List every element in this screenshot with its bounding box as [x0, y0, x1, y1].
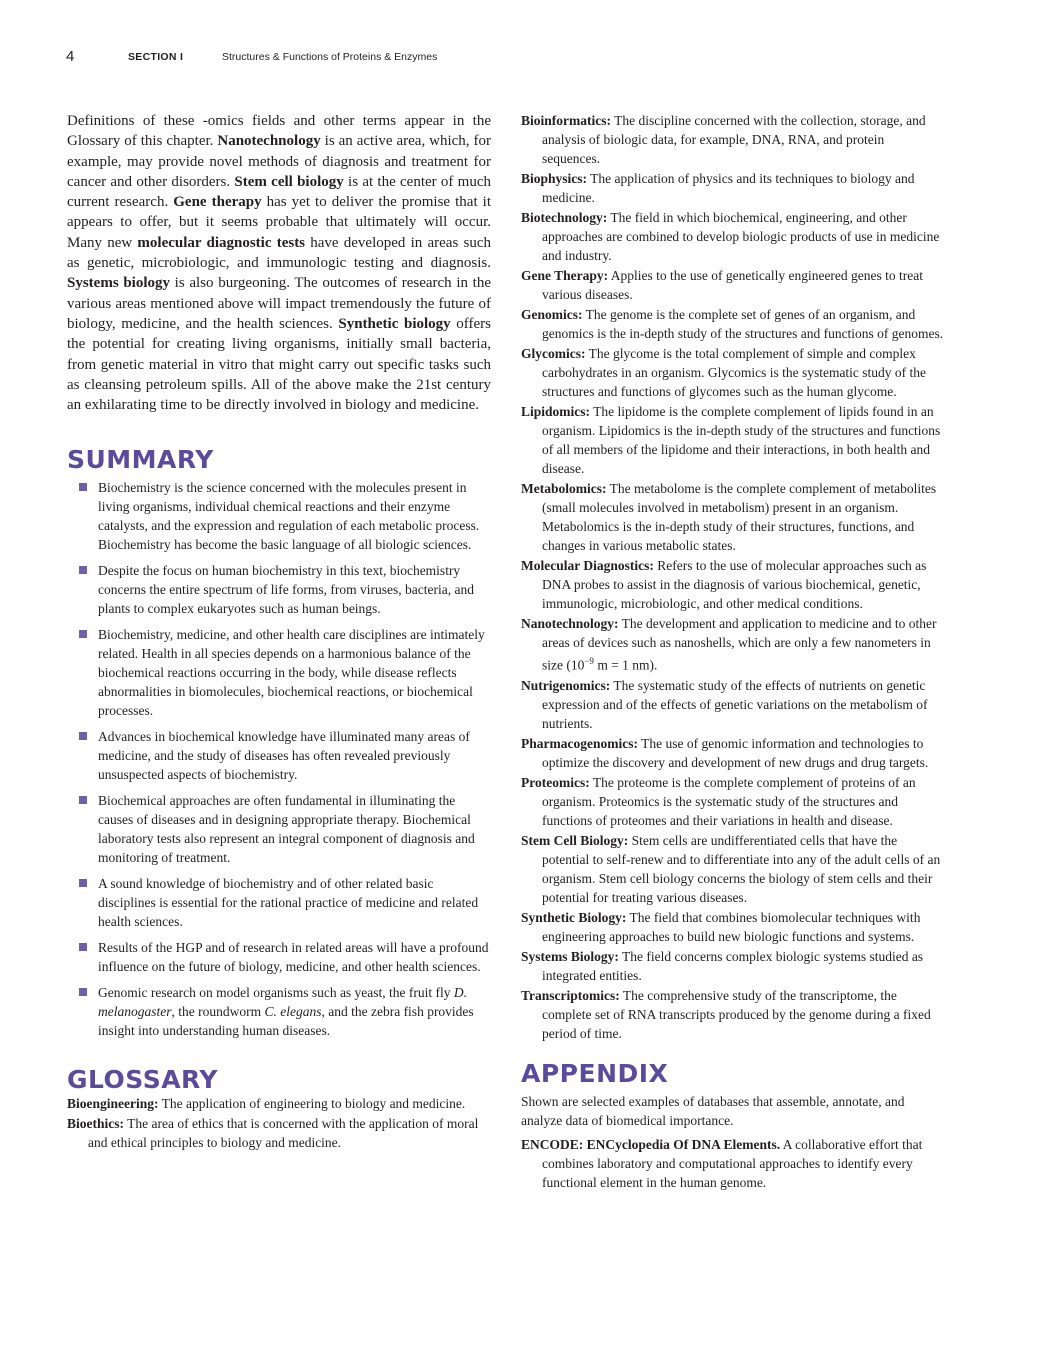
- intro-text: is an active area, which, for example, may provide novel methods of diagnosis and treatment for cancer and other disorders.: [67, 133, 491, 190]
- summary-item: [67, 625, 491, 720]
- glossary-definition: The comprehensive study of the transcriptome, the complete set of RNA transcripts produced by the genome during a fixed period of time.: [542, 987, 931, 1041]
- glossary-entry: [521, 676, 945, 733]
- glossary-definition: The metabolome is the complete complement of metabolites (small molecules involved in metabolism) present in an organism. Metabolomics is the in-depth study of their structures, functions, and changes in various metabolic states.: [542, 481, 937, 553]
- glossary-entry: [521, 208, 945, 265]
- summary-item: [67, 938, 491, 976]
- exponent: −9: [584, 656, 594, 666]
- glossary-entry: [521, 773, 945, 830]
- glossary-definition: The proteome is the complete complement of proteins of an organism. Proteomics is the systematic study of the structures and functions of proteomes and their variations in health and disease.: [542, 774, 916, 828]
- glossary-definition: The field that combines biomolecular techniques with engineering approaches to build new biologic functions and systems.: [542, 909, 921, 944]
- glossary-term: Transcriptomics:: [521, 987, 620, 1003]
- section-title: Structures & Functions of Proteins & Enzymes: [222, 51, 438, 63]
- glossary-term: Bioengineering:: [67, 1096, 159, 1112]
- appendix-term: ENCODE: ENCyclopedia Of DNA Elements.: [521, 1136, 781, 1152]
- summary-list: [67, 478, 491, 1040]
- species-name: D. melanogaster: [98, 985, 468, 1020]
- summary-item-text: Advances in biochemical knowledge have illuminated many areas of medicine, and the study of diseases has often revealed previously unsuspected aspects of biochemistry.: [98, 729, 470, 783]
- bullet-square-icon: [79, 943, 87, 951]
- summary-item: [67, 983, 491, 1040]
- summary-item-text: Biochemical approaches are often fundamental in illuminating the causes of diseases and in designing appropriate therapy. Biochemical laboratory tests also represent an integral component of diagnosis and monitoring of treatment.: [98, 793, 475, 866]
- glossary-entry: [521, 111, 945, 168]
- intro-text: is also burgeoning. The outcomes of research in the various areas mentioned above will impact tremendously the future of biology, medicine, and the health sciences.: [67, 275, 491, 332]
- species-name: C. elegans: [264, 1004, 322, 1020]
- glossary-term: Pharmacogenomics:: [521, 735, 638, 751]
- glossary-term: Bioethics:: [67, 1116, 124, 1132]
- glossary-entry: [521, 614, 945, 675]
- glossary-term: Biophysics:: [521, 171, 588, 186]
- glossary-term: Bioinformatics:: [521, 113, 611, 128]
- glossary-definition: Stem cells are undifferentiated cells that have the potential to self-renew and to differentiate into any of the adult cells of an organism. Stem cell biology concerns the biology of stem cells and their potential for treating various diseases.: [542, 832, 941, 905]
- appendix-intro: Shown are selected examples of databases that assemble, annotate, and analyze data of biomedical importance.: [521, 1093, 905, 1128]
- bullet-square-icon: [79, 732, 87, 740]
- appendix-entry: [521, 1135, 945, 1192]
- glossary-definition: Refers to the use of molecular approaches such as DNA probes to assist in the diagnosis of various biochemical, genetic, immunologic, microbiologic, and other medical conditions.: [542, 558, 927, 611]
- section-label: SECTION I: [128, 51, 184, 63]
- glossary-entry: [521, 556, 945, 613]
- page-number: 4: [66, 48, 75, 65]
- summary-item: [67, 874, 491, 931]
- summary-item: [67, 478, 491, 554]
- glossary-entry: [521, 479, 945, 555]
- bullet-square-icon: [79, 566, 87, 574]
- summary-item-text: , the roundworm: [171, 1004, 265, 1020]
- glossary-definition: Applies to the use of genetically engineered genes to treat various diseases.: [542, 268, 924, 302]
- glossary-definition: The lipidome is the complete complement of lipids found in an organism. Lipidomics is the in-depth study of the structures and functions of all members of the lipidome and their interactions, in both health and disease.: [542, 404, 941, 476]
- term-systems-biology: Systems biology: [67, 275, 171, 292]
- glossary-entry: [67, 1114, 491, 1152]
- glossary-entry: [521, 734, 945, 772]
- glossary-definition: The application of engineering to biology and medicine.: [158, 1096, 466, 1112]
- summary-heading: SUMMARY: [67, 445, 214, 475]
- summary-item-text: Results of the HGP and of research in related areas will have a profound influence on the future of biology, medicine, and other health sciences.: [98, 940, 489, 975]
- glossary-entry: [67, 1094, 491, 1113]
- glossary-definition: The systematic study of the effects of nutrients on genetic expression and of the effects of genetic variations on the metabolism of nutrients.: [542, 677, 928, 731]
- glossary-definition: The field in which biochemical, engineering, and other approaches are combined to develop biologic products of use in medicine and industry.: [542, 210, 940, 263]
- appendix-heading: APPENDIX: [521, 1058, 669, 1088]
- summary-item: [67, 727, 491, 784]
- term-synthetic-biology: Synthetic biology: [338, 315, 451, 332]
- glossary-definition: The area of ethics that is concerned with the application of moral and ethical principles to biology and medicine.: [88, 1116, 479, 1151]
- term-molecular-diagnostic-tests: molecular diagnostic tests: [137, 234, 306, 251]
- intro-text: have developed in areas such as genetic, microbiologic, and immunologic testing and diagnosis.: [67, 234, 491, 272]
- glossary-entry: [521, 947, 945, 985]
- intro-text: offers the potential for creating living organisms, initially small bacteria, from genetic material in vitro that might carry out specific tasks such as cleansing petroleum spills. All of the above make the 21st century an exhilarating time to be directly involved in biology and medicine.: [67, 315, 491, 414]
- glossary-definition: The glycome is the total complement of simple and complex carbohydrates in an organism. Glycomics is the systematic study of the structures and functions of glycomes such as the human glycome.: [542, 346, 927, 399]
- intro-text: Definitions of these -omics fields and other terms appear in the Glossary of this chapter.: [67, 113, 491, 150]
- term-gene-therapy: Gene therapy: [173, 194, 262, 211]
- right-column: [521, 111, 945, 1193]
- glossary-entry: [521, 169, 945, 207]
- summary-item: [67, 561, 491, 618]
- summary-item-text: Biochemistry is the science concerned with the molecules present in living organisms, individual chemical reactions and their enzyme catalysts, and the expression and regulation of each metabolic process. Biochemistry has become the basic language of all biologic sciences.: [98, 480, 480, 553]
- glossary-term: Genomics:: [521, 307, 583, 322]
- intro-text: is at the center of much current research.: [67, 173, 491, 211]
- glossary-term: Synthetic Biology:: [521, 909, 627, 925]
- summary-item-text: Biochemistry, medicine, and other health care disciplines are intimately related. Health in all species depends on a harmonious balance of the biochemical reactions occurring in the body, while disease reflects abnormalities in biomolecules, biochemical reactions, or biochemical processes.: [98, 627, 485, 719]
- term-nanotechnology: Nanotechnology: [217, 133, 321, 150]
- glossary-entry: [521, 344, 945, 401]
- summary-item-text: Despite the focus on human biochemistry in this text, biochemistry concerns the entire spectrum of life forms, from viruses, bacteria, and plants to complex eukaryotes such as human beings.: [98, 563, 474, 617]
- glossary-definition: The application of physics and its techniques to biology and medicine.: [542, 171, 915, 205]
- bullet-square-icon: [79, 630, 87, 638]
- glossary-entry: [521, 908, 945, 946]
- glossary-entry: [521, 305, 945, 343]
- glossary-term: Nanotechnology:: [521, 616, 619, 631]
- glossary-term: Metabolomics:: [521, 481, 607, 496]
- glossary-entry: [521, 831, 945, 907]
- glossary-term: Biotechnology:: [521, 210, 608, 225]
- summary-item-text: A sound knowledge of biochemistry and of other related basic disciplines is essential for the rational practice of medicine and related health sciences.: [98, 876, 479, 930]
- intro-text: has yet to deliver the promise that it appears to offer, but it seems probable that ultimately will occur. Many new: [67, 194, 491, 251]
- bullet-square-icon: [79, 483, 87, 491]
- summary-item-text: , and the zebra fish provides insight into understanding human diseases.: [98, 1004, 474, 1039]
- glossary-term: Lipidomics:: [521, 404, 591, 419]
- glossary-term: Gene Therapy:: [521, 268, 609, 283]
- intro-paragraph: [67, 111, 491, 415]
- appendix-definition: A collaborative effort that combines laboratory and computational approaches to identify every functional element in the human genome.: [542, 1136, 923, 1190]
- glossary-definition: The development and application to medicine and to other areas of devices such as nanoshells, which are only a few nanometers in size (10: [542, 616, 937, 673]
- glossary-definition: The genome is the complete set of genes of an organism, and genomics is the in-depth study of the structures and functions of genomes.: [542, 307, 944, 341]
- summary-item: [67, 791, 491, 867]
- glossary-term: Glycomics:: [521, 346, 586, 361]
- glossary-definition: m = 1 nm).: [593, 657, 658, 673]
- glossary-definition: The use of genomic information and technologies to optimize the discovery and development of new drugs and drug targets.: [542, 735, 929, 770]
- running-header: [66, 48, 992, 70]
- glossary-entry: [521, 402, 945, 478]
- bullet-square-icon: [79, 796, 87, 804]
- glossary-term: Stem Cell Biology:: [521, 832, 629, 848]
- glossary-term: Systems Biology:: [521, 948, 619, 964]
- glossary-heading: GLOSSARY: [67, 1065, 219, 1095]
- glossary-entry: [521, 266, 945, 304]
- glossary-term: Nutrigenomics:: [521, 677, 611, 693]
- glossary-term: Molecular Diagnostics:: [521, 558, 654, 573]
- glossary-definition: The discipline concerned with the collection, storage, and analysis of biologic data, for example, DNA, RNA, and protein sequences.: [542, 113, 926, 166]
- bullet-square-icon: [79, 879, 87, 887]
- summary-item-text: Genomic research on model organisms such as yeast, the fruit fly: [98, 985, 454, 1001]
- term-stem-cell-biology: Stem cell biology: [234, 173, 344, 190]
- glossary-definition: The field concerns complex biologic systems studied as integrated entities.: [542, 948, 924, 983]
- left-column: [67, 111, 491, 1153]
- bullet-square-icon: [79, 988, 87, 996]
- glossary-term: Proteomics:: [521, 774, 590, 790]
- glossary-entry: [521, 986, 945, 1043]
